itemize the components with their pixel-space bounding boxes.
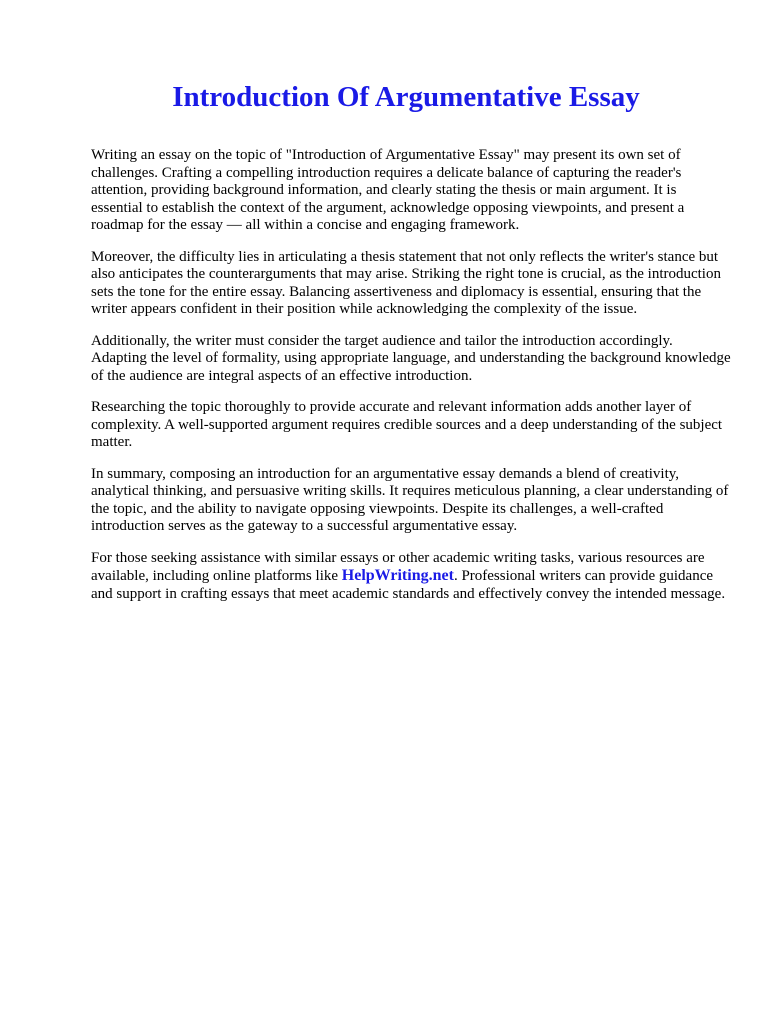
paragraph-6-text-before-link: For those seeking assistance with similar essays or other academic writing tasks, various resources are available, including online platforms like [91, 549, 705, 584]
paragraph-4: Researching the topic thoroughly to provide accurate and relevant information adds another layer of complexity. A well-supported argument requires credible sources and a deep understanding of the subject matter. [91, 399, 723, 450]
paragraph-5: In summary, composing an introduction for an argumentative essay demands a blend of creativity, analytical thinking, and persuasive writing skills. It requires meticulous planning, a clear understanding of the topic, and the ability to navigate opposing viewpoints. Despite its challenges, a well-crafted introduction serves as the gateway to a successful argumentative essay. [91, 465, 729, 534]
paragraph-3: Additionally, the writer must consider the target audience and tailor the introduction accordingly. Adapting the level of formality, using appropriate language, and understanding the background knowledge of the audience are integral aspects of an effective introduction. [91, 332, 731, 384]
paragraph-2: Moreover, the difficulty lies in articulating a thesis statement that not only reflects the writer's stance but also anticipates the counterarguments that may arise. Striking the right tone is crucial, as the introduction sets the tone for the entire essay. Balancing assertiveness and diplomacy is essential, ensuring that the writer appears confident in their position while acknowledging the complexity of the issue. [91, 248, 721, 317]
paragraph-1: Writing an essay on the topic of "Introduction of Argumentative Essay" may present its own set of challenges. Crafting a compelling introduction requires a delicate balance of capturing the reader's attention, providing background information, and clearly stating the thesis or main argument. It is essential to establish the context of the argument, acknowledge opposing viewpoints, and present a roadmap for the essay — all within a concise and engaging framework. [91, 147, 685, 233]
paragraph-6-text-after-link: . Professional writers can provide guidance and support in crafting essays that meet academic standards and effectively convey the intended message. [91, 568, 726, 602]
paragraph-6 [91, 550, 731, 604]
document-title: Introduction Of Argumentative Essay [172, 81, 640, 113]
document-body [91, 147, 731, 617]
helpwriting-link[interactable]: HelpWriting.net [341, 567, 454, 584]
